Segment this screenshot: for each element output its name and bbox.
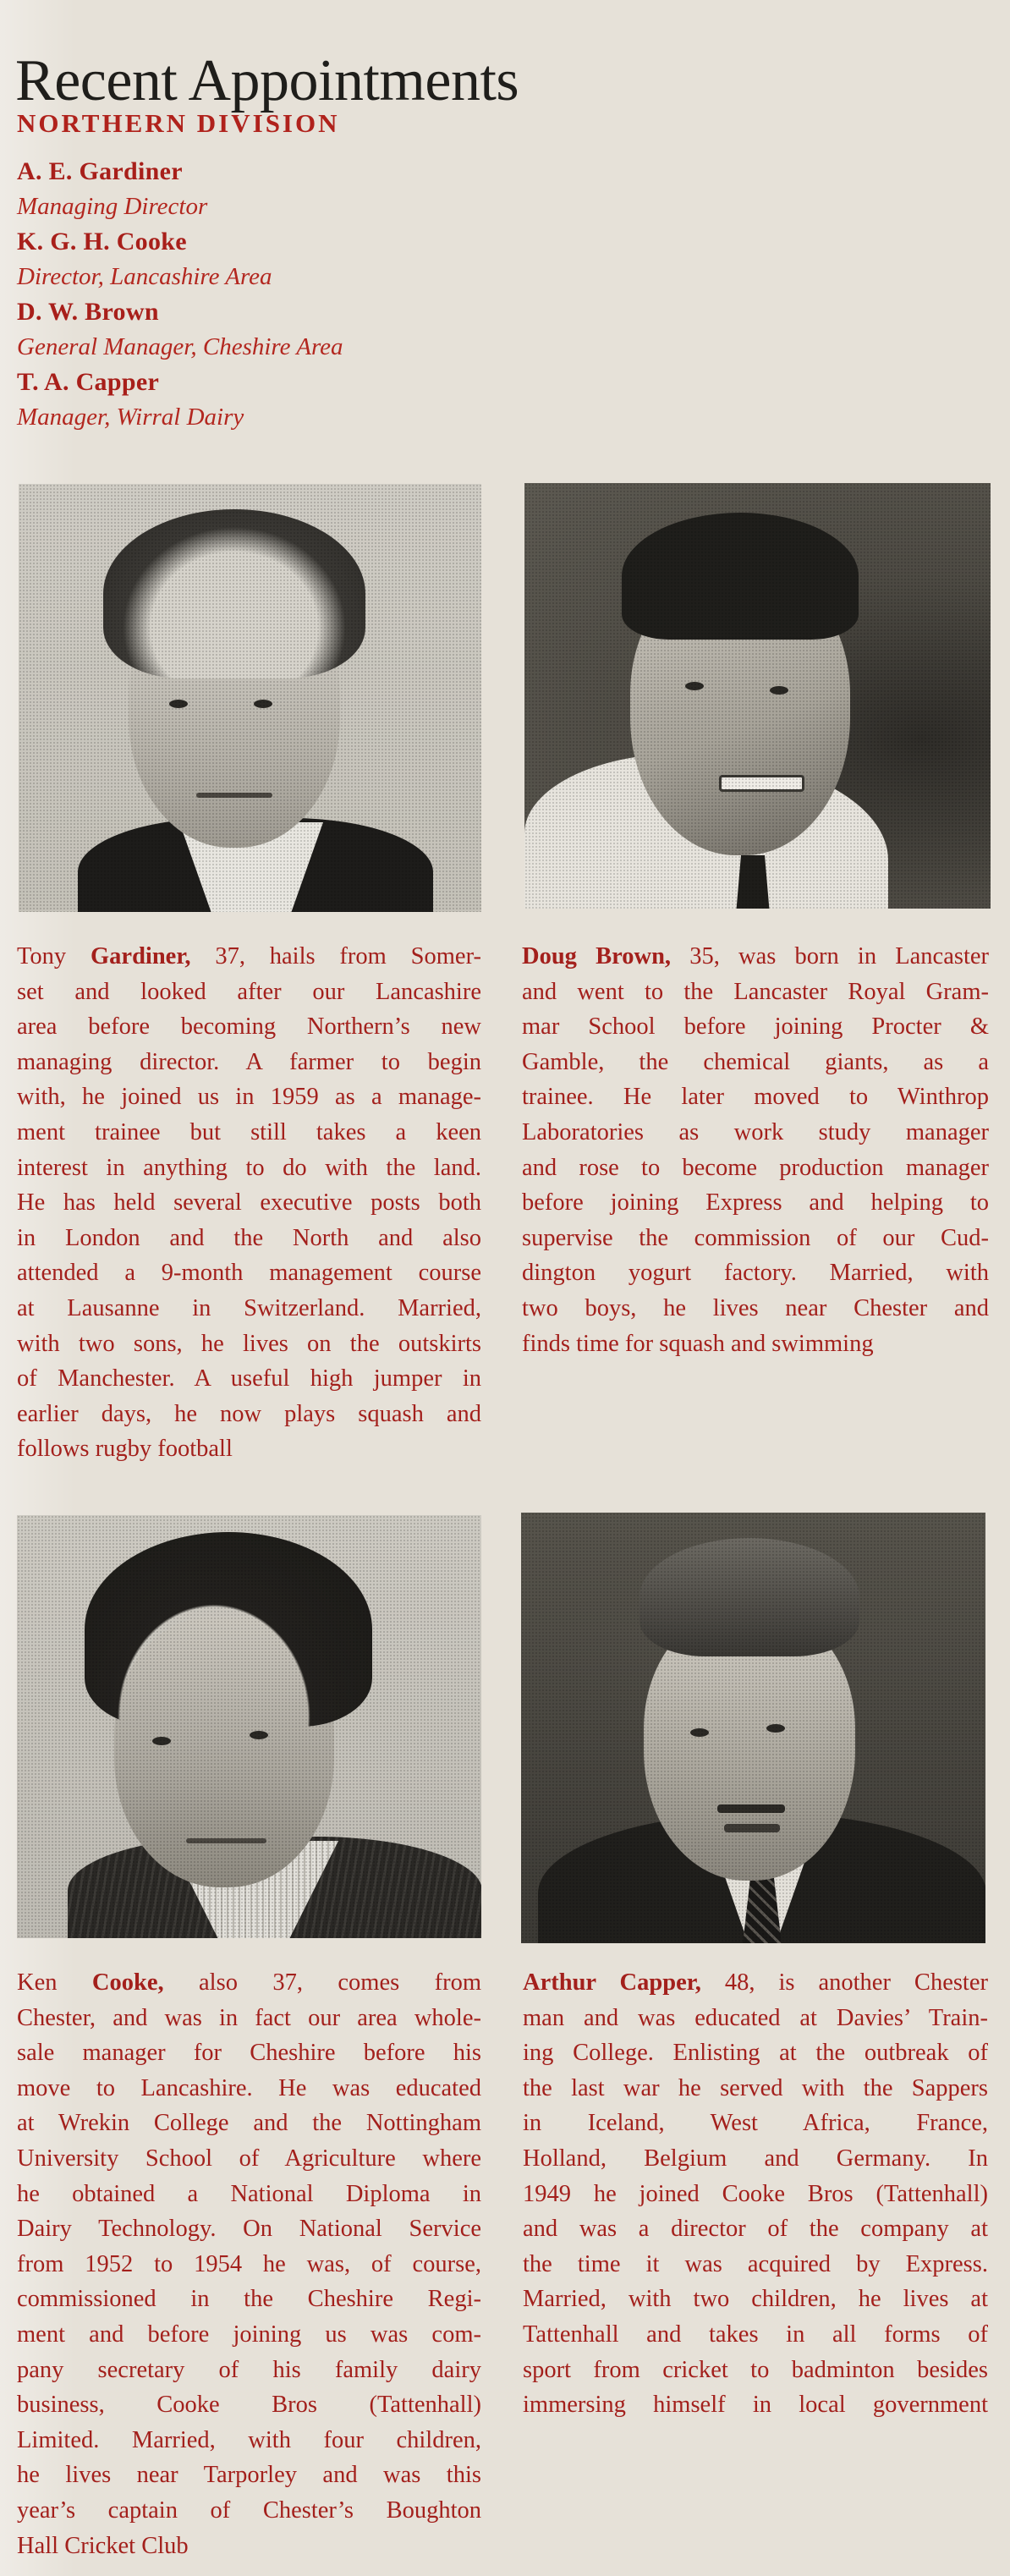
bio-lead-plain: Tony — [17, 943, 91, 969]
bio-line: year’s captain of Chester’s Boughton — [17, 2496, 481, 2524]
bio-line: at Lausanne in Switzerland. Married, — [17, 1294, 481, 1321]
portrait-photo-cooke — [17, 1515, 481, 1938]
page-title: Recent Appointments — [15, 47, 519, 113]
bio-line: Hall Cricket Club — [17, 2532, 189, 2559]
bio-line: earlier days, he now plays squash and — [17, 1400, 481, 1427]
roster-name: D. W. Brown — [17, 298, 159, 326]
bio-line: business, Cooke Bros (Tattenhall) — [17, 2392, 481, 2419]
bio-line: ing College. Enlisting at the outbreak of — [523, 2040, 988, 2067]
bio-line: commissioned in the Cheshire Regi- — [17, 2286, 481, 2313]
profile-bio-gardiner: Tony Gardiner, 37, hails from Somer- set and looked after our Lancashire area before becoming Northern’s new managing director. A farmer to begin with, he joined us in 1959 as a manage- ment trainee but still takes a keen interest in anything to do with the land. He has held several executive posts both in London and the North and also attended a 9-month management course at Lausanne in Switzerland. Married, with two sons, he lives on the outskirts of Manchester. A useful high jumper in earlier days, he now plays squash and follows rugby football — [17, 939, 481, 1467]
bio-person-name: Gardiner, — [91, 943, 191, 969]
bio-line: pany secretary of his family dairy — [17, 2356, 481, 2383]
bio-line: sale manager for Cheshire before his — [17, 2040, 481, 2067]
bio-line: and rose to become production manager — [522, 1154, 989, 1181]
bio-line: Holland, Belgium and Germany. In — [523, 2145, 988, 2172]
bio-line: before joining Express and helping to — [522, 1189, 989, 1217]
bio-line: supervise the commission of our Cud- — [522, 1224, 989, 1251]
bio-line: Limited. Married, with four children, — [17, 2426, 481, 2453]
bio-line: of Manchester. A useful high jumper in — [17, 1365, 481, 1392]
bio-person-name: Doug Brown, — [522, 943, 672, 969]
roster-role: Managing Director — [17, 193, 208, 220]
portrait-photo-capper — [521, 1513, 985, 1943]
bio-line: with two sons, he lives on the outskirts — [17, 1330, 481, 1357]
bio-line: set and looked after our Lancashire — [17, 978, 481, 1005]
profile-bio-brown: Doug Brown, 35, was born in Lancaster and went to the Lancaster Royal Gram- mar School before joining Procter & Gamble, the chemical giants, as a trainee. He later moved to Winthrop Laboratories as work study manager and rose to become production manager before joining Express and helping to supervise the commission of our Cud- dington yogurt factory. Married, with two boys, he lives near Chester and finds time for squash and swimming — [522, 939, 989, 1361]
bio-line: he obtained a National Diploma in — [17, 2180, 481, 2207]
bio-line: Married, with two children, he lives at — [523, 2286, 988, 2313]
bio-line: interest in anything to do with the land. — [17, 1154, 481, 1181]
portrait-photo-gardiner — [19, 484, 481, 912]
roster-role: Manager, Wirral Dairy — [17, 404, 244, 431]
bio-line: in Iceland, West Africa, France, — [523, 2110, 988, 2137]
bio-line: the last war he served with the Sappers — [523, 2074, 988, 2101]
bio-line: Chester, and was in fact our area whole- — [17, 2004, 481, 2031]
bio-line: and was a director of the company at — [523, 2216, 988, 2243]
bio-line: immersing himself in local government — [523, 2392, 988, 2419]
bio-line: dington yogurt factory. Married, with — [522, 1260, 989, 1287]
bio-lead-plain: Ken — [17, 1969, 92, 1996]
bio-line: He has held several executive posts both — [17, 1189, 481, 1217]
bio-line: man and was educated at Davies’ Train- — [523, 2004, 988, 2031]
roster-role: General Manager, Cheshire Area — [17, 333, 343, 360]
division-heading: NORTHERN DIVISION — [17, 108, 340, 138]
bio-line: follows rugby football — [17, 1436, 233, 1463]
bio-line: attended a 9-month management course — [17, 1260, 481, 1287]
bio-line: Gamble, the chemical giants, as a — [522, 1048, 989, 1075]
bio-line: at Wrekin College and the Nottingham — [17, 2110, 481, 2137]
profile-bio-cooke: Ken Cooke, also 37, comes from Chester, and was in fact our area whole- sale manager for Cheshire before his move to Lancashire. He was educated at Wrekin College and the Nottingham University School of Agriculture where he obtained a National Diploma in Dairy Technology. On National Service from 1952 to 1954 he was, of course, commissioned in the Cheshire Regi- ment and before joining us was com- pany secretary of his family dairy business, Cooke Bros (Tattenhall) Limited. Married, with four children, he lives near Tarporley and was this year’s captain of Chester’s Boughton Hall Cricket Club — [17, 1965, 481, 2563]
bio-line: and went to the Lancaster Royal Gram- — [522, 978, 989, 1005]
roster-role: Director, Lancashire Area — [17, 263, 272, 290]
bio-line: in London and the North and also — [17, 1224, 481, 1251]
bio-line: Tattenhall and takes in all forms of — [523, 2321, 988, 2348]
bio-line: area before becoming Northern’s new — [17, 1013, 481, 1041]
bio-line: he lives near Tarporley and was this — [17, 2462, 481, 2489]
roster-name: A. E. Gardiner — [17, 157, 183, 185]
bio-line: mar School before joining Procter & — [522, 1013, 989, 1041]
bio-line: Dairy Technology. On National Service — [17, 2216, 481, 2243]
bio-line: ment and before joining us was com- — [17, 2321, 481, 2348]
bio-person-name: Cooke, — [91, 1969, 164, 1996]
bio-line: managing director. A farmer to begin — [17, 1048, 481, 1075]
appointments-roster — [17, 154, 491, 435]
bio-line: University School of Agriculture where — [17, 2145, 481, 2172]
bio-person-name: Arthur Capper, — [523, 1969, 701, 1996]
bio-line: from 1952 to 1954 he was, of course, — [17, 2250, 481, 2277]
bio-line: move to Lancashire. He was educated — [17, 2074, 481, 2101]
portrait-photo-brown — [524, 483, 991, 909]
profile-bio-capper: Arthur Capper, 48, is another Chester man and was educated at Davies’ Train- ing College. Enlisting at the outbreak of the last war he served with the Sappers in Iceland, West Africa, France, Holland, Belgium and Germany. In 1949 he joined Cooke Bros (Tattenhall) and was a director of the company at the time it was acquired by Express. Married, with two children, he lives at Tattenhall and takes in all forms of sport from cricket to badminton besides immersing himself in local government — [523, 1965, 988, 2423]
bio-line: sport from cricket to badminton besides — [523, 2356, 988, 2383]
bio-line: Laboratories as work study manager — [522, 1118, 989, 1145]
roster-name: T. A. Capper — [17, 368, 160, 396]
roster-name: K. G. H. Cooke — [17, 228, 187, 255]
bio-line: ment trainee but still takes a keen — [17, 1118, 481, 1145]
bio-line: 1949 he joined Cooke Bros (Tattenhall) — [523, 2180, 988, 2207]
bio-line: two boys, he lives near Chester and — [522, 1294, 989, 1321]
bio-line: the time it was acquired by Express. — [523, 2250, 988, 2277]
bio-line: trainee. He later moved to Winthrop — [522, 1084, 989, 1111]
bio-line: with, he joined us in 1959 as a manage- — [17, 1084, 481, 1111]
bio-line: finds time for squash and swimming — [522, 1330, 874, 1357]
